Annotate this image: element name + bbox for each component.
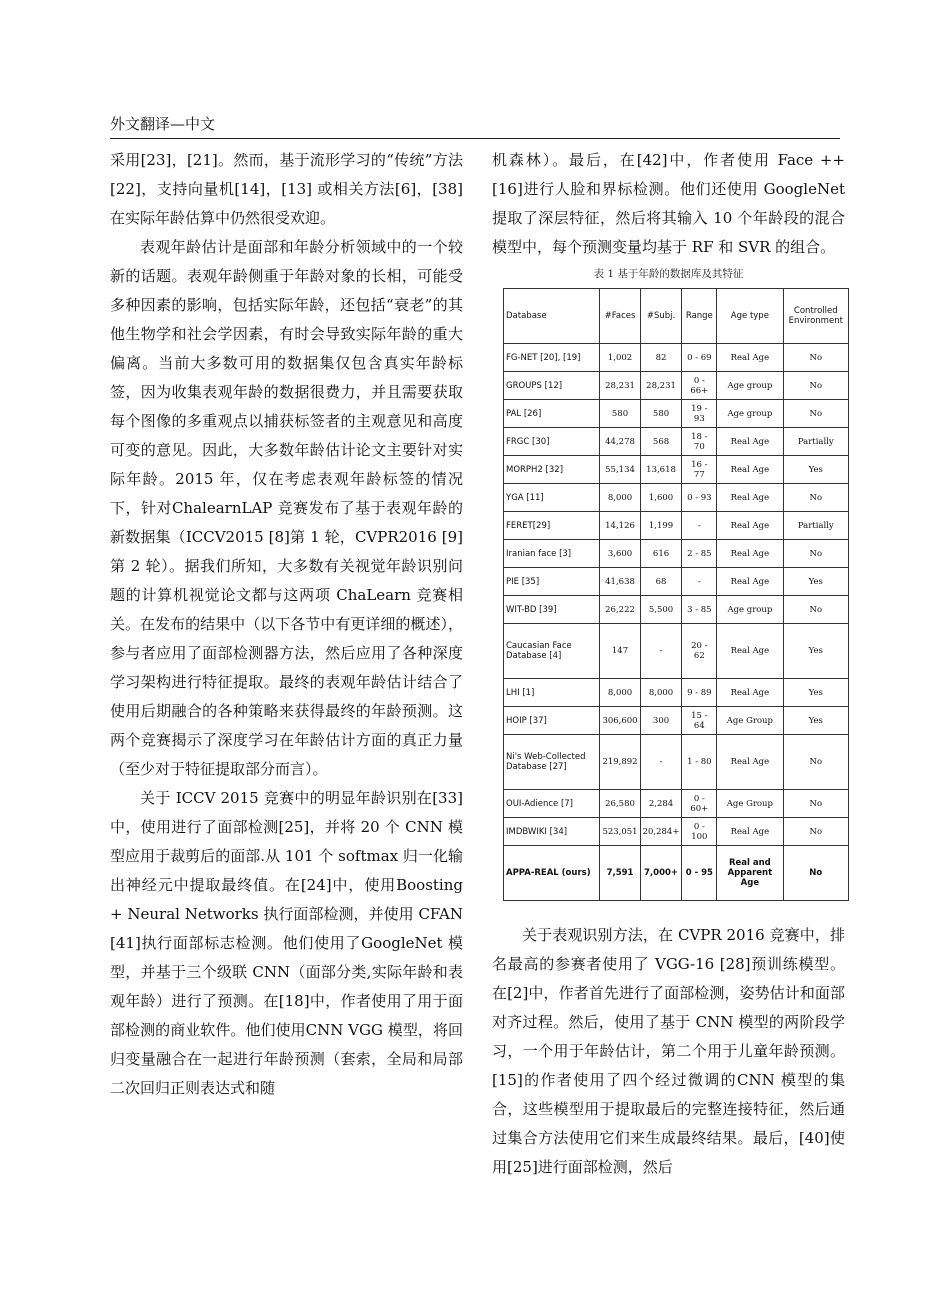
paragraph: 表观年龄估计是面部和年龄分析领域中的一个较新的话题。表观年龄侧重于年龄对象的长相，可能受多种因素的影响，包括实际年龄，还包括“衰老”的其他生物学和社会学因素，有时会导致实际年龄的重大偏离。当前大多数可用的数据集仅包含真实年龄标签，因为收集表观年龄的数据很费力，并且需要获取每个图像的多重观点以捕获标签者的主观意见和高度可变的意见。因此，大多数年龄估计论文主要针对实际年龄。2015 年，仅在考虑表观年龄标签的情况下，针对ChalearnLAP 竞赛发布了基于表观年龄的新数据集（ICCV2015 [8]第 1 轮，CVPR2016 [9]第 2 轮）。据我们所知，大多数有关视觉年龄识别问题的计算机视觉论文都与这两项 ChaLearn 竞赛相关。在发布的结果中（以下各节中有更详细的概述），参与者应用了面部检测器方法，然后应用了各种深度学习架构进行特征提取。最终的表观年龄估计结合了使用后期融合的各种策略来获得最终的年龄预测。这两个竞赛揭示了深度学习在年龄估计方面的真正力量（至少对于特征提取部分而言）。 — [110, 238, 463, 778]
table-cell: Yes — [783, 707, 848, 735]
database-name-cell: FERET[29] — [504, 512, 600, 540]
table-cell: Real Age — [717, 568, 783, 596]
table-cell: No — [783, 790, 848, 818]
database-name-cell: PAL [26] — [504, 400, 600, 428]
table-cell: 1,199 — [640, 512, 682, 540]
column-header: Range — [682, 289, 717, 344]
table-row — [504, 596, 849, 624]
table-cell: 20 - 62 — [682, 624, 717, 679]
table-cell: 8,000 — [600, 484, 640, 512]
table-row — [504, 818, 849, 846]
table-cell: Yes — [783, 456, 848, 484]
table-cell: 9 - 89 — [682, 679, 717, 707]
table-cell: 0 - 95 — [682, 846, 717, 901]
table-cell: 2,284 — [640, 790, 682, 818]
table-cell: 44,278 — [600, 428, 640, 456]
table-cell: No — [783, 846, 848, 901]
table-cell: 1 - 80 — [682, 735, 717, 790]
table-row — [504, 568, 849, 596]
table-cell: 8,000 — [600, 679, 640, 707]
table-cell: Real Age — [717, 344, 783, 372]
table-cell: No — [783, 400, 848, 428]
database-name-cell: APPA-REAL (ours) — [504, 846, 600, 901]
table-header-row — [504, 289, 849, 344]
table-row — [504, 540, 849, 568]
table-cell: 28,231 — [640, 372, 682, 400]
table-cell: 300 — [640, 707, 682, 735]
database-name-cell: YGA [11] — [504, 484, 600, 512]
table-cell: No — [783, 344, 848, 372]
table-cell: 20,284+ — [640, 818, 682, 846]
paragraph: 机森林）。最后，在[42]中，作者使用 Face ++ [16]进行人脸和界标检测。他们还使用 GoogleNet 提取了深层特征，然后将其输入 10 个年龄段的混合模型中，每个预测变量均基于 RF 和 SVR 的组合。 — [492, 151, 845, 256]
table-body — [504, 344, 849, 901]
table-cell: 41,638 — [600, 568, 640, 596]
header-rule — [110, 138, 840, 139]
table-cell: Yes — [783, 568, 848, 596]
database-name-cell: FRGC [30] — [504, 428, 600, 456]
table-row — [504, 484, 849, 512]
table-cell: 15 - 64 — [682, 707, 717, 735]
database-name-cell: MORPH2 [32] — [504, 456, 600, 484]
table-cell: Real Age — [717, 456, 783, 484]
column-header: Age type — [717, 289, 783, 344]
table-cell: Age Group — [717, 707, 783, 735]
table-cell: 26,580 — [600, 790, 640, 818]
table-cell: - — [682, 512, 717, 540]
table-cell: 68 — [640, 568, 682, 596]
table-cell: Real Age — [717, 484, 783, 512]
table-cell: No — [783, 540, 848, 568]
table-row — [504, 456, 849, 484]
table-cell: 55,134 — [600, 456, 640, 484]
table-cell: 19 - 93 — [682, 400, 717, 428]
database-name-cell: Caucasian Face Database [4] — [504, 624, 600, 679]
table-cell: Real Age — [717, 818, 783, 846]
table-cell: 616 — [640, 540, 682, 568]
table-cell: No — [783, 372, 848, 400]
table-cell: 2 - 85 — [682, 540, 717, 568]
table-cell: 219,892 — [600, 735, 640, 790]
table-cell: 5,500 — [640, 596, 682, 624]
table-cell: Age group — [717, 400, 783, 428]
table-cell: 147 — [600, 624, 640, 679]
table-cell: 1,002 — [600, 344, 640, 372]
table-cell: 8,000 — [640, 679, 682, 707]
table-row — [504, 679, 849, 707]
database-name-cell: Iranian face [3] — [504, 540, 600, 568]
table-cell: Real Age — [717, 735, 783, 790]
table-caption: 表 1 基于年龄的数据库及其特征 — [593, 268, 744, 280]
table-cell: 18 - 70 — [682, 428, 717, 456]
table-cell: Yes — [783, 624, 848, 679]
table-cell: 16 - 77 — [682, 456, 717, 484]
table-cell: 580 — [600, 400, 640, 428]
table-cell: Real Age — [717, 428, 783, 456]
table-row — [504, 790, 849, 818]
left-column — [110, 146, 463, 1103]
table-cell: 1,600 — [640, 484, 682, 512]
table-cell: No — [783, 484, 848, 512]
table-cell: 306,600 — [600, 707, 640, 735]
table-row — [504, 400, 849, 428]
database-name-cell: Ni's Web-Collected Database [27] — [504, 735, 600, 790]
database-name-cell: PIE [35] — [504, 568, 600, 596]
table-cell: 523,051 — [600, 818, 640, 846]
table-cell: - — [682, 568, 717, 596]
table-cell: Partially — [783, 512, 848, 540]
column-header: #Subj. — [640, 289, 682, 344]
table-cell: No — [783, 818, 848, 846]
paragraph: 关于表观识别方法，在 CVPR 2016 竞赛中，排名最高的参赛者使用了 VGG-16 [28]预训练模型。在[2]中，作者首先进行了面部检测，姿势估计和面部对齐过程。然后，使用了基于 CNN 模型的两阶段学习，一个用于年龄估计，第二个用于儿童年龄预测。[15]的作者使用了四个经过微调的CNN 模型的集合，这些模型用于提取最后的完整连接特征，然后通过集合方法使用它们来生成最终结果。最后，[40]使用[25]进行面部检测，然后 — [492, 926, 845, 1176]
table-cell: Real Age — [717, 540, 783, 568]
table-cell: No — [783, 735, 848, 790]
table-cell: 3 - 85 — [682, 596, 717, 624]
database-name-cell: FG-NET [20], [19] — [504, 344, 600, 372]
table-cell: - — [640, 735, 682, 790]
database-name-cell: GROUPS [12] — [504, 372, 600, 400]
table-row — [504, 428, 849, 456]
table-cell: 0 - 60+ — [682, 790, 717, 818]
table-cell: 7,000+ — [640, 846, 682, 901]
table-cell: 14,126 — [600, 512, 640, 540]
table-row — [504, 735, 849, 790]
table-cell: 0 - 69 — [682, 344, 717, 372]
table-cell: 0 - 66+ — [682, 372, 717, 400]
paragraph: 关于 ICCV 2015 竞赛中的明显年龄识别在[33]中，使用进行了面部检测[25]，并将 20 个 CNN 模型应用于裁剪后的面部.从 101 个 softmax 归一化输出神经元中提取最终值。在[24]中，使用Boosting + Neural Networks 执行面部检测，并使用 CFAN [41]执行面部标志检测。他们使用了GoogleNet 模型，并基于三个级联 CNN（面部分类,实际年龄和表观年龄）进行了预测。在[18]中，作者使用了用于面部检测的商业软件。他们使用CNN VGG 模型，将回归变量融合在一起进行年龄预测（套索，全局和局部二次回归正则表达式和随 — [110, 789, 463, 1097]
table-cell: Real Age — [717, 679, 783, 707]
table-cell: Real and Apparent Age — [717, 846, 783, 901]
table-cell: Real Age — [717, 624, 783, 679]
table-row — [504, 344, 849, 372]
right-column-bottom — [492, 921, 845, 1182]
table-cell: 0 - 93 — [682, 484, 717, 512]
column-header: #Faces — [600, 289, 640, 344]
table-cell: 13,618 — [640, 456, 682, 484]
table-cell: Age Group — [717, 790, 783, 818]
page-header: 外文翻译—中文 — [110, 115, 216, 133]
right-column-top — [492, 146, 845, 262]
table-row — [504, 707, 849, 735]
table-cell: Real Age — [717, 512, 783, 540]
table-cell: 28,231 — [600, 372, 640, 400]
database-name-cell: OUI-Adience [7] — [504, 790, 600, 818]
table-cell: 82 — [640, 344, 682, 372]
database-table — [503, 288, 849, 901]
table-cell: Partially — [783, 428, 848, 456]
table-cell: Yes — [783, 679, 848, 707]
table-cell: Age group — [717, 372, 783, 400]
column-header: Controlled Environment — [783, 289, 848, 344]
database-name-cell: HOIP [37] — [504, 707, 600, 735]
column-header: Database — [504, 289, 600, 344]
table-cell: 7,591 — [600, 846, 640, 901]
table-row — [504, 846, 849, 901]
table-cell: 26,222 — [600, 596, 640, 624]
database-name-cell: WIT-BD [39] — [504, 596, 600, 624]
table-cell: - — [640, 624, 682, 679]
table-cell: 0 - 100 — [682, 818, 717, 846]
table-cell: 568 — [640, 428, 682, 456]
paragraph: 采用[23]，[21]。然而，基于流形学习的“传统”方法[22]，支持向量机[14]，[13] 或相关方法[6]，[38]在实际年龄估算中仍然很受欢迎。 — [110, 151, 463, 227]
table-cell: 580 — [640, 400, 682, 428]
table-row — [504, 372, 849, 400]
table-cell: Age group — [717, 596, 783, 624]
table-cell: 3,600 — [600, 540, 640, 568]
database-name-cell: LHI [1] — [504, 679, 600, 707]
table-row — [504, 512, 849, 540]
table-cell: No — [783, 596, 848, 624]
table-row — [504, 624, 849, 679]
database-name-cell: IMDBWIKI [34] — [504, 818, 600, 846]
